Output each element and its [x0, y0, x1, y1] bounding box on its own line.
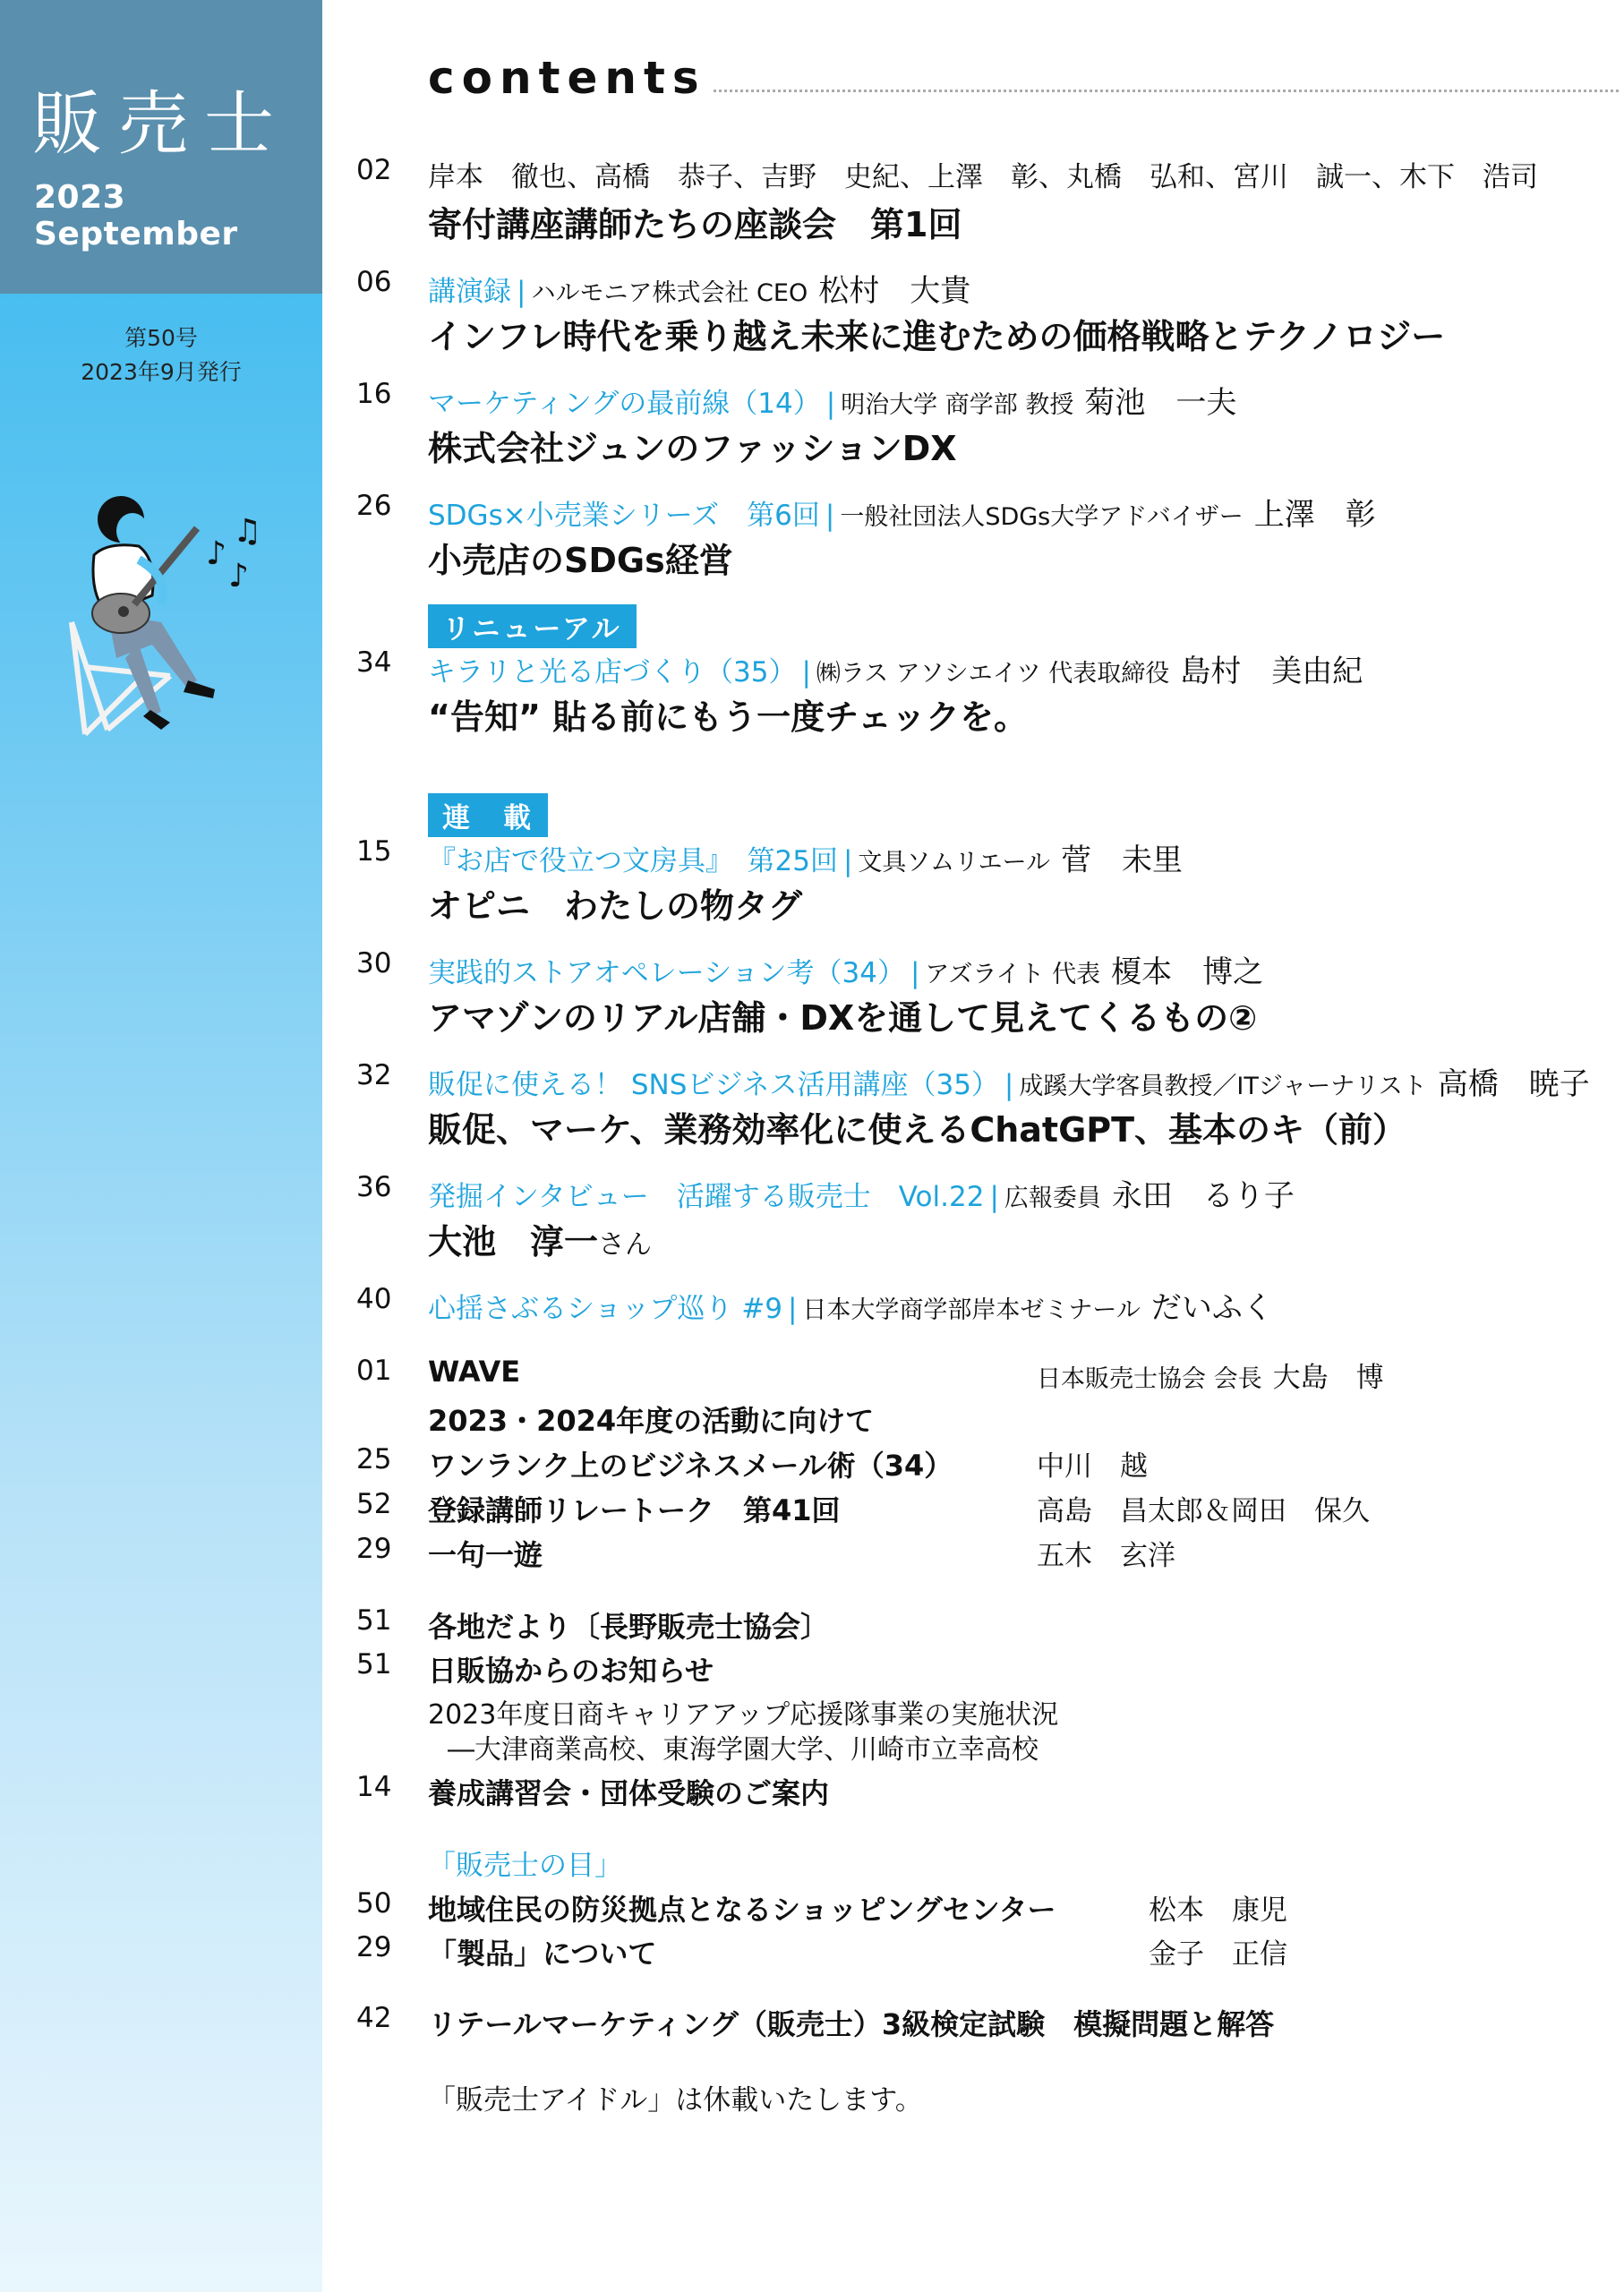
entry-byline: SDGs×小売業シリーズ 第6回 | 一般社団法人SDGs大学アドバイザー 上澤 彰 — [428, 497, 1376, 533]
entry-byline: マーケティングの最前線（14） | 明治大学 商学部 教授 菊池 一夫 — [428, 385, 1237, 421]
page-number: 16 — [356, 378, 392, 410]
entry-title: インフレ時代を乗り越え未来に進むための価格戦略とテクノロジー — [428, 317, 1446, 356]
author-name: 上澤 彰 — [1253, 497, 1376, 533]
sidebar — [0, 0, 322, 2292]
page-number: 36 — [356, 1171, 392, 1203]
page-number: 50 — [356, 1887, 392, 1920]
author-affiliation: 文具ソムリエール — [858, 849, 1051, 877]
magazine-subtitle: 2023 September — [34, 179, 238, 252]
author-name: 島村 美由紀 — [1180, 654, 1363, 689]
magazine-title: 販売士 — [32, 84, 291, 165]
contents-heading — [428, 52, 1619, 106]
toc-entry[interactable] — [356, 1604, 1610, 1646]
page-number: 32 — [356, 1059, 392, 1091]
entry-title: 販促、マーケ、業務効率化に使えるChatGPT、基本のキ（前） — [428, 1110, 1407, 1150]
entry-byline: 販促に使える！ SNSビジネス活用講座（35） | 成蹊大学客員教授／ITジャーナリスト 高橋 暁子 — [428, 1066, 1590, 1102]
author-affiliation: アズライト 代表 — [925, 961, 1101, 988]
entry-byline: 実践的ストアオペレーション考（34） | アズライト 代表 榎本 博之 — [428, 954, 1264, 990]
page-number: 42 — [356, 2002, 392, 2034]
series-label: キラリと光る店づくり（35） — [428, 656, 797, 688]
page-number: 14 — [356, 1771, 392, 1803]
author-affiliation: ハルモニア株式会社 CEO — [531, 279, 808, 307]
page-number: 51 — [356, 1648, 392, 1681]
section-label-eye: 「販売士の目」 — [428, 1850, 622, 1882]
author-affiliation: 成蹊大学客員教授／ITジャーナリスト — [1019, 1073, 1427, 1100]
series-label: 販促に使える！ SNSビジネス活用講座（35） — [428, 1069, 999, 1101]
entry-title — [428, 1214, 652, 1263]
series-label: 発掘インタビュー 活躍する販売士 Vol.22 — [428, 1181, 985, 1213]
author-byline — [1037, 1355, 1384, 1395]
entry-title: WAVE — [428, 1355, 521, 1389]
page-number: 52 — [356, 1488, 392, 1520]
author-name: 榎本 博之 — [1111, 954, 1264, 990]
entry-byline: キラリと光る店づくり（35） | ㈱ラス アソシエイツ 代表取締役 島村 美由紀 — [428, 654, 1363, 689]
entry-title: 寄付講座講師たちの座談会 第1回 — [428, 205, 962, 244]
news-subtitle-schools: ―大津商業高校、東海学園大学、川崎市立幸高校 — [448, 1734, 1039, 1766]
entry-title: “告知” 貼る前にもう一度チェックを。 — [428, 697, 1029, 737]
honorific: さん — [598, 1229, 653, 1261]
entry-byline: 発掘インタビュー 活躍する販売士 Vol.22 | 広報委員 永田 るり子 — [428, 1178, 1295, 1214]
author-name: 五木 玄洋 — [1037, 1540, 1175, 1572]
toc-entry-continuation — [356, 1398, 1610, 1440]
svg-text:♪: ♪ — [228, 558, 249, 594]
masthead — [0, 0, 322, 294]
page-number: 26 — [356, 490, 392, 522]
entry-title: 養成講習会・団体受験のご案内 — [428, 1776, 830, 1810]
issue-number: 第50号 — [124, 325, 198, 351]
page-number: 25 — [356, 1443, 392, 1475]
author-name: 大島 博 — [1272, 1362, 1384, 1394]
toc-entry[interactable] — [356, 1443, 1610, 1484]
entry-subtitle: 2023・2024年度の活動に向けて — [428, 1404, 875, 1438]
author-name: 松村 大貴 — [818, 273, 971, 309]
entry-title: 各地だより〔長野販売士協会〕 — [428, 1610, 830, 1644]
page-number: 40 — [356, 1283, 392, 1315]
entry-title: 登録講師リレートーク 第41回 — [428, 1493, 841, 1527]
author-name: 菅 未里 — [1061, 842, 1184, 878]
author-affiliation: 日本大学商学部岸本ゼミナール — [802, 1296, 1141, 1324]
author-name: 松本 康児 — [1149, 1894, 1287, 1927]
author-name: 中川 越 — [1037, 1450, 1148, 1483]
author-affiliation: ㈱ラス アソシエイツ 代表取締役 — [816, 660, 1170, 688]
page-number: 51 — [356, 1604, 392, 1637]
toc-entry[interactable] — [356, 1533, 1610, 1574]
author-name: だいふく — [1150, 1290, 1273, 1326]
entry-title: 株式会社ジュンのファッションDX — [428, 429, 957, 468]
svg-text:♫: ♫ — [233, 513, 262, 550]
entry-title: オピニ わたしの物タグ — [428, 886, 803, 926]
entry-byline: 講演録 | ハルモニア株式会社 CEO 松村 大貴 — [428, 273, 971, 309]
author-name: 高島 昌太郎＆岡田 保久 — [1037, 1495, 1370, 1527]
entry-title: 小売店のSDGs経営 — [428, 541, 733, 580]
issue-date: 2023年9月発行 — [81, 359, 242, 385]
entry-byline: 心揺さぶるショップ巡り #9 | 日本大学商学部岸本ゼミナール だいふく — [428, 1290, 1273, 1326]
toc-entry[interactable] — [356, 1931, 1610, 1972]
page-number: 06 — [356, 266, 392, 298]
entry-title: 地域住民の防災拠点となるショッピングセンター — [428, 1893, 1056, 1927]
series-label: 心揺さぶるショップ巡り #9 — [428, 1293, 782, 1325]
serial-badge: 連 載 — [428, 793, 548, 837]
news-subtitle: 2023年度日商キャリアアップ応援隊事業の実施状況 — [428, 1699, 1059, 1731]
entry-title: 日販協からのお知らせ — [428, 1654, 714, 1688]
author-name: 菊池 一夫 — [1084, 385, 1237, 421]
contents-title: contents — [428, 52, 714, 104]
guitarist-illustration — [54, 488, 269, 757]
toc-entry[interactable] — [356, 1355, 1610, 1396]
page-number: 29 — [356, 1533, 392, 1565]
toc-entry[interactable] — [356, 1887, 1610, 1929]
page-number: 02 — [356, 154, 392, 186]
series-label: マーケティングの最前線（14） — [428, 388, 821, 420]
series-label: 実践的ストアオペレーション考（34） — [428, 957, 905, 989]
author-name: 永田 るり子 — [1111, 1178, 1295, 1214]
page-number: 34 — [356, 646, 392, 679]
entry-title: ワンランク上のビジネスメール術（34） — [428, 1449, 953, 1483]
entry-byline: 『お店で役立つ文房具』 第25回 | 文具ソムリエール 菅 未里 — [428, 842, 1184, 878]
interviewee-name: 大池 淳一 — [428, 1222, 599, 1261]
page-number: 15 — [356, 835, 392, 868]
entry-title: リテールマーケティング（販売士）3級検定試験 模擬問題と解答 — [428, 2007, 1275, 2041]
entry-title: 「製品」について — [428, 1937, 657, 1971]
series-label: SDGs×小売業シリーズ 第6回 — [428, 500, 820, 532]
entry-title: 一句一遊 — [428, 1538, 543, 1572]
toc-entry[interactable] — [356, 1488, 1610, 1529]
hiatus-note: 「販売士アイドル」は休載いたします。 — [428, 2084, 923, 2117]
renewal-badge: リニューアル — [428, 604, 637, 648]
toc-entry[interactable] — [356, 1648, 1610, 1689]
author-name: 金子 正信 — [1149, 1938, 1287, 1971]
author-affiliation: 一般社団法人SDGs大学アドバイザー — [840, 503, 1244, 531]
page-number: 29 — [356, 1931, 392, 1963]
series-label: 『お店で役立つ文房具』 第25回 — [428, 845, 838, 877]
author-name: 高橋 暁子 — [1437, 1066, 1590, 1102]
page-number: 01 — [356, 1355, 392, 1387]
svg-text:♪: ♪ — [206, 535, 227, 572]
entry-authors: 岸本 徹也、高橋 恭子、吉野 史紀、上澤 彰、丸橋 弘和、宮川 誠一、木下 浩司 — [428, 161, 1538, 193]
author-affiliation: 明治大学 商学部 教授 — [841, 391, 1074, 419]
series-label: 講演録 — [428, 276, 511, 308]
author-affiliation: 広報委員 — [1004, 1184, 1101, 1212]
dotted-rule — [670, 90, 1619, 92]
entry-title: アマゾンのリアル店舗・DXを通して見えてくるもの② — [428, 998, 1258, 1038]
page-number: 30 — [356, 947, 392, 979]
toc-entry[interactable] — [356, 1771, 1610, 1812]
author-affiliation: 日本販売士協会 会長 — [1037, 1365, 1262, 1393]
toc-entry[interactable] — [356, 2002, 1610, 2043]
